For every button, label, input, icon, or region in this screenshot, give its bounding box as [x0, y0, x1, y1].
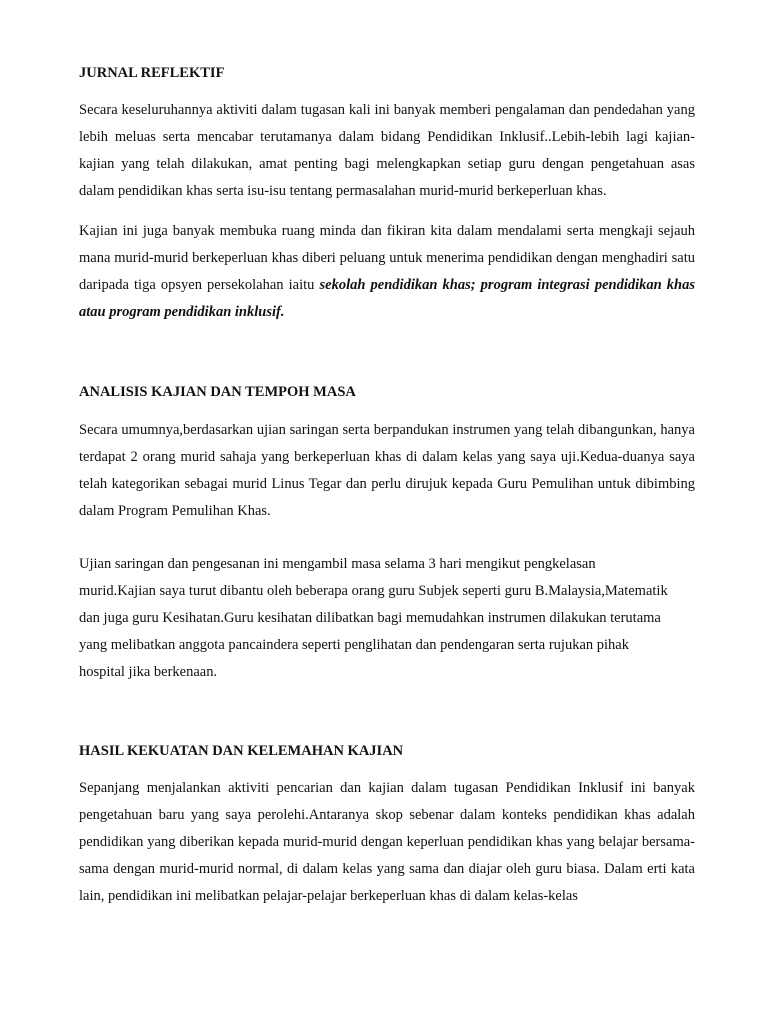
section-heading-hasil-kekuatan: HASIL KEKUATAN DAN KELEMAHAN KAJIAN [79, 743, 404, 759]
section-heading-analisis-kajian: ANALISIS KAJIAN DAN TEMPOH MASA [79, 384, 356, 400]
paragraph-line: Ujian saringan dan pengesanan ini mengambil masa selama 3 hari mengikut pengkelasan [79, 556, 596, 572]
paragraph-line: hospital jika berkenaan. [79, 664, 218, 680]
paragraph-line: yang melibatkan anggota pancaindera seperti penglihatan dan pendengaran serta rujukan pihak [79, 637, 629, 653]
paragraph-reflection-options [79, 218, 695, 326]
paragraph-reflection-intro: Secara keseluruhannya aktiviti dalam tugasan kali ini banyak memberi pengalaman dan pendedahan yang lebih meluas serta mencabar terutamanya dalam bidang Pendidikan Inklusif..Lebih-lebih lagi kajian-kajian yang telah dilakukan, amat penting bagi melengkapkan setiap guru dengan pengetahuan asas dalam pendidikan khas serta isu-isu tentang permasalahan murid-murid berkeperluan khas. [79, 102, 695, 199]
paragraph-line: dan juga guru Kesihatan.Guru kesihatan dilibatkan bagi memudahkan instrumen dilakukan terutama [79, 610, 661, 626]
paragraph-line: murid.Kajian saya turut dibantu oleh beberapa orang guru Subjek seperti guru B.Malaysia,Matematik [79, 583, 668, 599]
paragraph-analysis-duration [79, 551, 695, 686]
paragraph-results-inclusive: Sepanjang menjalankan aktiviti pencarian dan kajian dalam tugasan Pendidikan Inklusif ini banyak pengetahuan baru yang saya perolehi.Antaranya skop sebenar dalam konteks pendidikan khas adalah pendidikan yang diberikan kepada murid-murid dengan keperluan pendidikan khas yang belajar bersama-sama dengan murid-murid normal, di dalam kelas yang sama dan diajar oleh guru biasa. Dalam erti kata lain, pendidikan ini melibatkan pelajar-pelajar berkeperluan khas di dalam kelas-kelas [79, 780, 695, 904]
section-heading-jurnal-reflektif: JURNAL REFLEKTIF [79, 65, 225, 81]
schooling-options-emphasis: sekolah pendidikan khas; program integrasi pendidikan khas atau program pendidikan inklusif. [79, 277, 695, 320]
paragraph-reflection-options-text: Kajian ini juga banyak membuka ruang minda dan fikiran kita dalam mendalami serta mengkaji sejauh mana murid-murid berkeperluan khas diberi peluang untuk menerima pendidikan dengan menghadiri satu daripada tiga opsyen persekolahan iaitu [79, 223, 695, 293]
paragraph-analysis-students: Secara umumnya,berdasarkan ujian saringan serta berpandukan instrumen yang telah dibangunkan, hanya terdapat 2 orang murid sahaja yang berkeperluan khas di dalam kelas yang saya uji.Kedua-duanya saya telah kategorikan sebagai murid Linus Tegar dan perlu dirujuk kepada Guru Pemulihan untuk dibimbing dalam Program Pemulihan Khas. [79, 422, 695, 519]
